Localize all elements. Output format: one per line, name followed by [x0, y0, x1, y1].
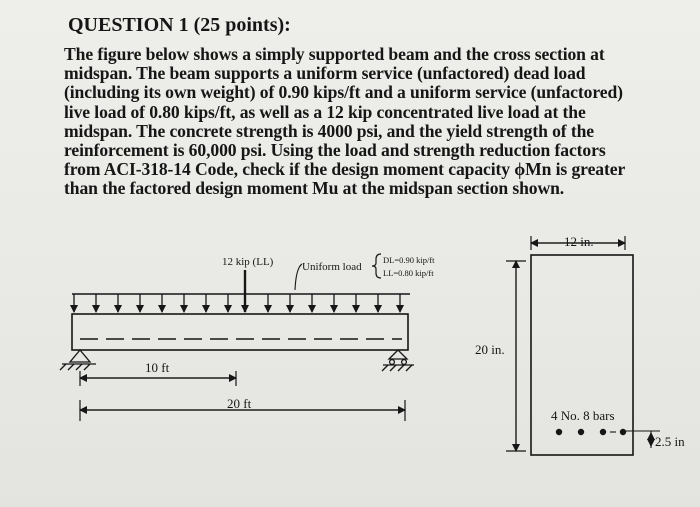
roller-support-right: [382, 350, 414, 371]
rebar: [600, 429, 606, 435]
load-brace: [372, 254, 381, 278]
rebar: [620, 429, 626, 435]
question-line: than the factored design moment Mu at the midspan section shown.: [64, 178, 565, 199]
rebar-label: 4 No. 8 bars: [551, 408, 615, 423]
rebar: [556, 429, 562, 435]
question-line: (including its own weight) of 0.90 kips/ft and a uniform service (unfactored): [64, 82, 623, 103]
question-line: midspan. The beam supports a uniform service (unfactored) dead load: [64, 63, 586, 84]
span-label: 20 ft: [227, 396, 252, 411]
point-load-label: 12 kip (LL): [222, 256, 274, 268]
uniform-load-label: Uniform load: [302, 261, 362, 273]
live-load-label: LL=0.80 kip/ft: [383, 268, 434, 278]
beam-body: [72, 314, 408, 350]
half-span-label: 10 ft: [145, 360, 170, 375]
dimension-height: [506, 261, 526, 451]
section-height-label: 20 in.: [475, 342, 505, 357]
question-line: midspan. The concrete strength is 4000 psi, and the yield strength of the: [64, 120, 594, 141]
cover-label: 2.5 in: [655, 434, 685, 449]
question-line: live load of 0.80 kips/ft, as well as a 12 kip concentrated live load at the: [64, 101, 586, 122]
question-line: The figure below shows a simply supported beam and the cross section at: [64, 44, 605, 64]
rebar: [578, 429, 584, 435]
section-outline: [531, 255, 633, 455]
uniform-load-leader: [295, 264, 302, 290]
pin-support-left: [60, 350, 96, 370]
section-width-label: 12 in.: [564, 234, 594, 249]
dead-load-label: DL=0.90 kip/ft: [383, 255, 435, 265]
distributed-load-arrows: [74, 294, 400, 312]
question-line: reinforcement is 60,000 psi. Using the load and strength reduction factors: [64, 140, 606, 161]
question-line: from ACI-318-14 Code, check if the design moment capacity ϕMn is greater: [64, 159, 626, 180]
question-heading: QUESTION 1 (25 points):: [68, 14, 291, 36]
